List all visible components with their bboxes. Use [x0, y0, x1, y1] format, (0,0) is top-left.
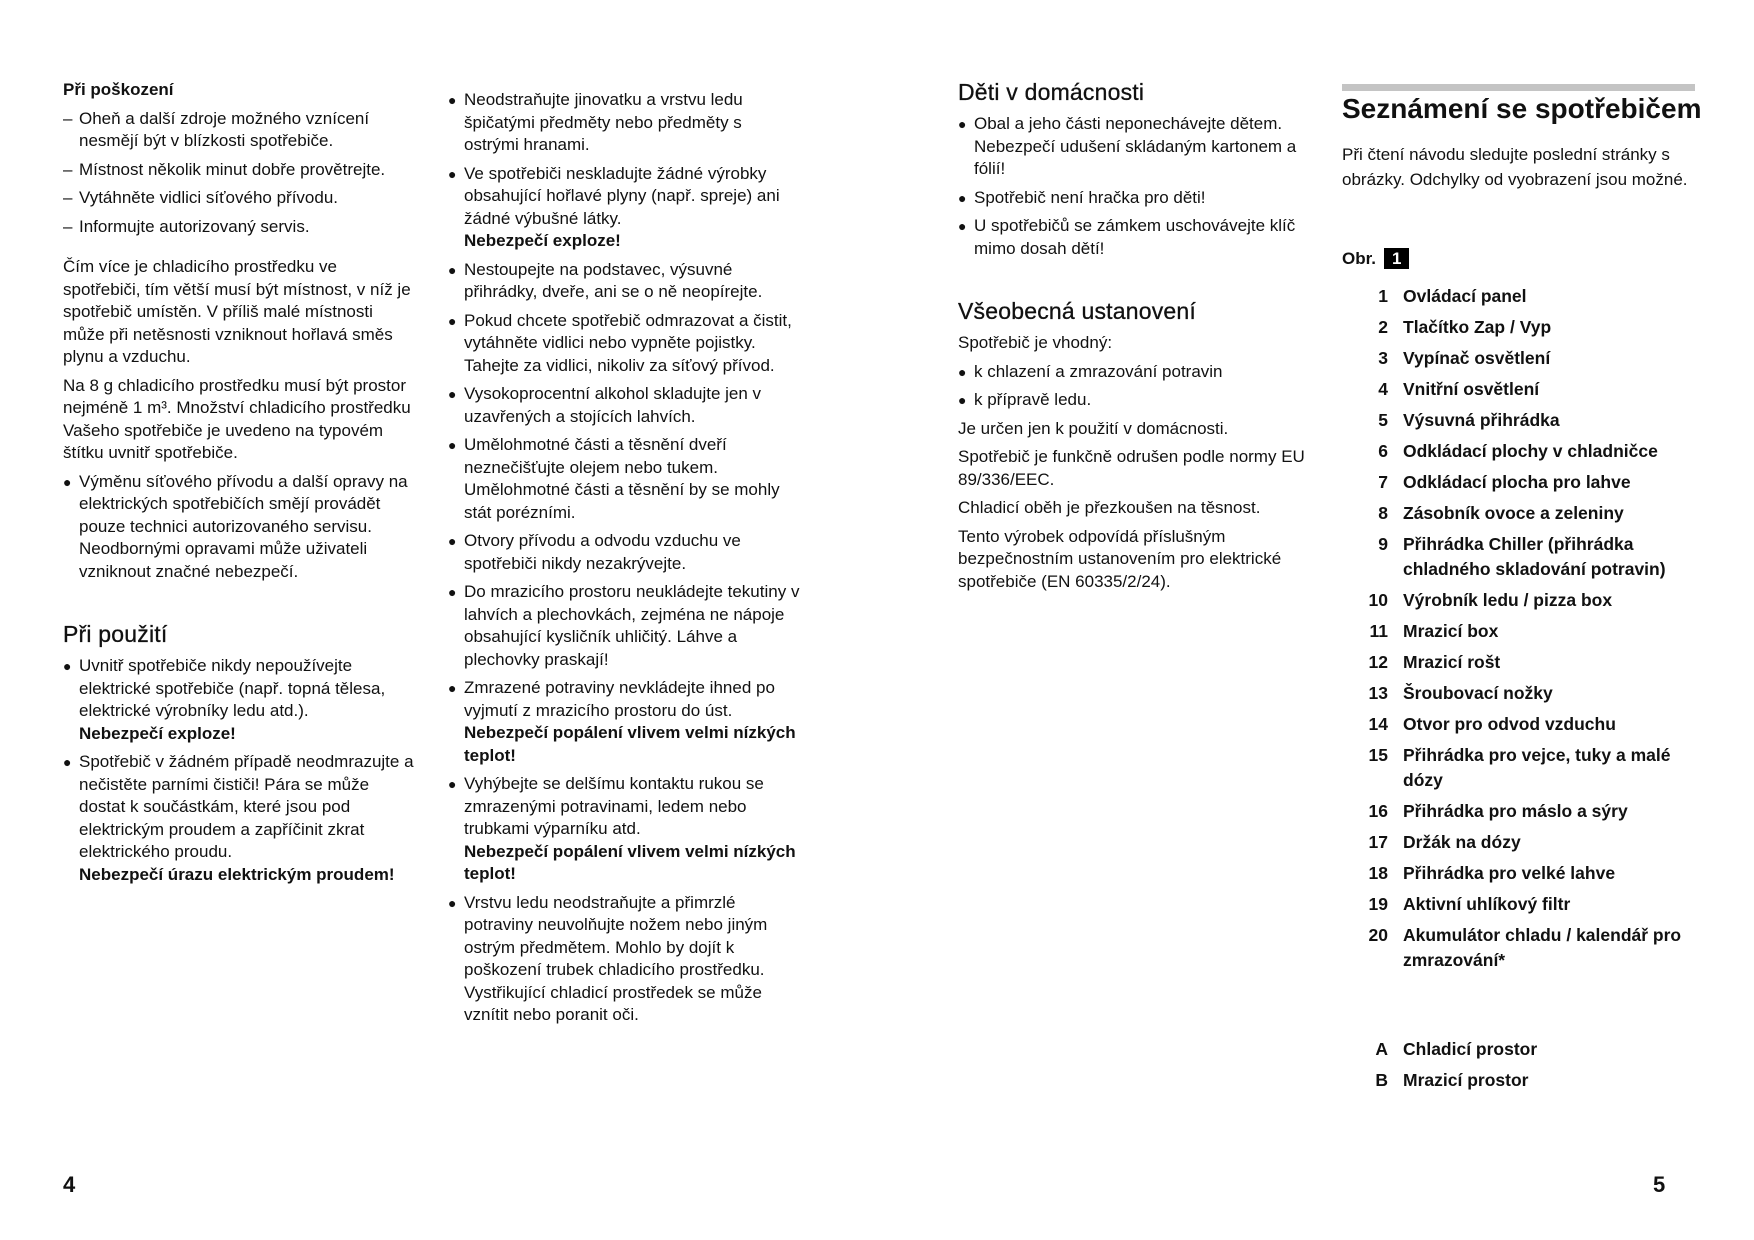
legend-item-number: 12 — [1368, 652, 1388, 672]
bullet-marker-icon: ● — [448, 680, 457, 696]
legend-item — [1342, 501, 1698, 526]
bullet-marker-icon: ● — [63, 754, 72, 770]
paragraph: Chladicí oběh je přezkoušen na těsnost. — [958, 498, 1261, 517]
paragraph: Spotřebič je vhodný: — [958, 333, 1113, 352]
warning-text: Nebezpečí exploze! — [79, 723, 236, 743]
legend-item — [1342, 861, 1698, 886]
legend-item — [1342, 892, 1698, 917]
bullet-marker-icon: ● — [63, 658, 72, 674]
legend-item-label: Šroubovací nožky — [1403, 683, 1553, 703]
legend-item-label: Vnitřní osvětlení — [1403, 379, 1540, 399]
bullet-marker-icon: ● — [448, 776, 457, 792]
list-item-text: Vytáhněte vidlici síťového přívodu. — [79, 188, 339, 207]
legend-item — [1342, 830, 1698, 855]
legend-item-number: A — [1375, 1039, 1388, 1059]
legend-item-label: Držák na dózy — [1403, 832, 1521, 852]
legend-item — [1342, 377, 1698, 402]
legend-item-label: Aktivní uhlíkový filtr — [1403, 894, 1571, 914]
legend-item — [1342, 619, 1698, 644]
bullet-list-item — [448, 892, 800, 1027]
list-item-text: Vrstvu ledu neodstraňujte a přimrzlé potraviny neuvolňujte nožem nebo jiným ostrým předmětem. Mohlo by dojít k poškození trubek chladicího prostředku. Vystřikující chladicí prostředek se může vznítit nebo poranit oči. — [464, 892, 768, 1024]
list-item-text: Do mrazicího prostoru neukládejte tekutiny v lahvích a plechovkách, zejména ne nápoje obsahující kysličník uhličitý. Láhve a plechovky praskají! — [464, 582, 800, 669]
dash-marker-icon: – — [63, 216, 73, 236]
legend-item-label: Přihrádka pro máslo a sýry — [1403, 801, 1628, 821]
section-heading: Všeobecná ustanovení — [958, 298, 1197, 324]
bullet-list-item — [958, 113, 1308, 181]
legend-item — [1342, 470, 1698, 495]
dash-list-item — [63, 159, 415, 182]
legend-item-label: Mrazicí box — [1403, 621, 1499, 641]
legend-item-label: Přihrádka Chiller (přihrádka chladného skladování potravin) — [1403, 534, 1666, 579]
list-item-text: Vysokoprocentní alkohol skladujte jen v uzavřených a stojících lahvích. — [464, 384, 762, 426]
bullet-list-item — [448, 677, 800, 767]
bullet-marker-icon: ● — [448, 386, 457, 402]
legend-item — [1342, 650, 1698, 675]
bullet-marker-icon: ● — [958, 392, 967, 408]
left-page-column-1 — [63, 79, 415, 886]
legend-item — [1342, 408, 1698, 433]
list-item-text: Ve spotřebiči neskladujte žádné výrobky obsahující hořlavé plyny (např. spreje) ani žádné výbušné látky. — [464, 163, 780, 228]
legend-item-label: Zásobník ovoce a zeleniny — [1403, 503, 1624, 523]
list-item-text: Pokud chcete spotřebič odmrazovat a čistit, vytáhněte vidlici nebo vypněte pojistky. Tahejte za vidlici, nikoliv za síťový přívod. — [464, 310, 792, 375]
legend-item-label: Akumulátor chladu / kalendář pro zmrazování* — [1403, 925, 1682, 970]
bullet-list-item — [448, 259, 800, 304]
bullet-list-item — [448, 581, 800, 671]
figure-label: Obr. — [1342, 249, 1377, 268]
bullet-marker-icon: ● — [63, 473, 72, 490]
bullet-list-item — [958, 361, 1308, 384]
list-item-text: Výměnu síťového přívodu a další opravy na elektrických spotřebičích smějí provádět pouze technici autorizovaného servisu. Neodbornými opravami může uživateli vzniknout značné nebezpečí. — [79, 471, 408, 581]
bullet-list-item — [448, 434, 800, 524]
list-item-text: Zmrazené potraviny nevkládejte ihned po vyjmutí z mrazicího prostoru do úst. — [464, 678, 775, 720]
legend-item-number: 11 — [1369, 621, 1388, 641]
legend-item-number: 1 — [1378, 286, 1388, 306]
section-heading: Děti v domácnosti — [958, 79, 1145, 105]
section-heading: Při poškození — [63, 80, 174, 99]
section-rule — [1342, 84, 1695, 91]
section-title: Seznámení se spotřebičem — [1342, 93, 1702, 124]
bullet-list-item — [63, 655, 415, 745]
bullet-marker-icon: ● — [448, 165, 457, 182]
bullet-marker-icon: ● — [448, 261, 457, 278]
bullet-marker-icon: ● — [448, 894, 457, 911]
legend-item-number: 6 — [1378, 441, 1388, 461]
bullet-list-item — [958, 215, 1308, 260]
right-page-column-1 — [958, 77, 1308, 593]
parts-list — [1342, 284, 1698, 979]
dash-list-item — [63, 187, 415, 210]
list-item-text: U spotřebičů se zámkem uschovávejte klíč mimo dosah dětí! — [974, 216, 1296, 258]
legend-item-label: Mrazicí rošt — [1403, 652, 1501, 672]
bullet-list-item — [448, 310, 800, 378]
legend-item-number: 13 — [1368, 683, 1388, 703]
list-item-text: Umělohmotné části a těsnění dveří neznečišťujte olejem nebo tukem. Umělohmotné části a těsnění by se mohly stát porézními. — [464, 435, 780, 522]
list-item-text: k přípravě ledu. — [974, 390, 1092, 409]
legend-item-number: 18 — [1368, 863, 1388, 883]
legend-item — [1342, 315, 1698, 340]
bullet-list-item — [448, 773, 800, 886]
dash-marker-icon: – — [63, 188, 73, 207]
bullet-marker-icon: ● — [448, 533, 457, 549]
bullet-list-item — [63, 471, 415, 584]
warning-text: Nebezpečí exploze! — [464, 231, 621, 250]
list-item-text: Spotřebič v žádném případě neodmrazujte a nečistěte parními čističi! Pára se může dostat k součástkám, které jsou pod elektrickým proudem a zapříčinit zkrat elektrického proudu. — [79, 752, 414, 861]
figure-number-badge: 1 — [1384, 248, 1409, 269]
legend-item-label: Výrobník ledu / pizza box — [1403, 590, 1613, 610]
list-item-text: Nestoupejte na podstavec, výsuvné přihrádky, dveře, ani se o ně neopírejte. — [464, 259, 763, 301]
legend-item-number: 15 — [1368, 745, 1388, 765]
legend-item — [1342, 681, 1698, 706]
legend-item — [1342, 1068, 1698, 1093]
legend-item-number: 14 — [1368, 714, 1388, 734]
legend-item-number: 4 — [1378, 379, 1388, 399]
legend-item-label: Vypínač osvětlení — [1403, 348, 1551, 368]
legend-item-number: 10 — [1368, 590, 1388, 610]
areas-list — [1342, 1037, 1698, 1099]
list-item-text: Vyhýbejte se delšímu kontaktu rukou se zmrazenými potravinami, ledem nebo trubkami výparníku atd. — [464, 774, 764, 838]
legend-item — [1342, 439, 1698, 464]
legend-item-number: 2 — [1378, 317, 1388, 337]
list-item-text: Místnost několik minut dobře provětrejte. — [79, 159, 386, 179]
list-item-text: Spotřebič není hračka pro děti! — [974, 187, 1206, 207]
legend-item — [1342, 923, 1698, 973]
legend-item-number: 17 — [1368, 832, 1388, 852]
legend-item — [1342, 712, 1698, 737]
legend-item-label: Ovládací panel — [1403, 286, 1527, 306]
legend-item-label: Chladicí prostor — [1403, 1039, 1538, 1059]
dash-list-item — [63, 216, 415, 239]
bullet-list-item — [958, 389, 1308, 412]
bullet-marker-icon: ● — [448, 92, 457, 108]
list-item-text: Oheň a další zdroje možného vznícení nesmějí být v blízkosti spotřebiče. — [79, 108, 370, 150]
list-item-text: Uvnitř spotřebiče nikdy nepoužívejte elektrické spotřebiče (např. topná tělesa, elektrické výrobníky ledu atd.). — [79, 656, 386, 720]
bullet-marker-icon: ● — [958, 363, 967, 380]
legend-item — [1342, 284, 1698, 309]
bullet-list-item — [448, 163, 800, 253]
left-page-column-2 — [448, 89, 800, 1027]
legend-item-number: 5 — [1378, 410, 1388, 430]
dash-marker-icon: – — [63, 108, 73, 128]
legend-item-number: 7 — [1378, 472, 1388, 492]
dash-list-item — [63, 108, 415, 153]
paragraph: Na 8 g chladicího prostředku musí být prostor nejméně 1 m³. Množství chladicího prostředku Vašeho spotřebiče je uvedeno na typovém štítku uvnitř spotřebiče. — [63, 375, 411, 462]
legend-item — [1342, 1037, 1698, 1062]
bullet-list-item — [448, 89, 800, 157]
legend-item — [1342, 588, 1698, 613]
paragraph: Tento výrobek odpovídá příslušným bezpečnostním ustanovením pro elektrické spotřebiče (EN 60335/2/24). — [958, 526, 1282, 591]
list-item-text: k chlazení a zmrazování potravin — [974, 361, 1223, 381]
bullet-marker-icon: ● — [958, 189, 967, 206]
figure-reference — [1342, 247, 1409, 271]
warning-text: Nebezpečí popálení vlivem velmi nízkých teplot! — [464, 723, 796, 765]
warning-text: Nebezpečí úrazu elektrickým proudem! — [79, 864, 395, 884]
dash-marker-icon: – — [63, 159, 73, 179]
bullet-list-item — [448, 383, 800, 428]
warning-text: Nebezpečí popálení vlivem velmi nízkých teplot! — [464, 841, 796, 883]
legend-item-number: 3 — [1378, 348, 1388, 368]
legend-item-label: Výsuvná přihrádka — [1403, 410, 1560, 430]
paragraph: Je určen jen k použití v domácnosti. — [958, 418, 1229, 438]
page-number-left: 4 — [63, 1172, 76, 1197]
section-intro: Při čtení návodu sledujte poslední stránky s obrázky. Odchylky od vyobrazení jsou možné. — [1342, 145, 1688, 189]
section-heading: Při použití — [63, 621, 168, 647]
list-item-text: Otvory přívodu a odvodu vzduchu ve spotřebiči nikdy nezakrývejte. — [464, 531, 741, 573]
legend-item — [1342, 743, 1698, 793]
legend-item-label: Tlačítko Zap / Vyp — [1403, 317, 1552, 337]
page-number-right: 5 — [1653, 1172, 1666, 1197]
legend-item-label: Přihrádka pro vejce, tuky a malé dózy — [1403, 745, 1671, 790]
bullet-marker-icon: ● — [958, 116, 967, 132]
legend-item — [1342, 346, 1698, 371]
legend-item-label: Přihrádka pro velké lahve — [1403, 863, 1616, 883]
bullet-list-item — [958, 187, 1308, 210]
legend-item-number: 20 — [1368, 925, 1388, 945]
legend-item-number: 16 — [1368, 801, 1388, 821]
bullet-list-item — [63, 751, 415, 886]
bullet-marker-icon: ● — [448, 312, 457, 329]
list-item-text: Neodstraňujte jinovatku a vrstvu ledu špičatými předměty nebo předměty s ostrými hranami. — [464, 90, 743, 154]
legend-item-number: B — [1375, 1070, 1388, 1090]
legend-item-label: Odkládací plocha pro lahve — [1403, 472, 1631, 492]
bullet-marker-icon: ● — [448, 437, 457, 453]
legend-item-label: Mrazicí prostor — [1403, 1070, 1529, 1090]
list-item-text: Informujte autorizovaný servis. — [79, 216, 310, 236]
legend-item-number: 9 — [1378, 534, 1388, 554]
legend-item — [1342, 532, 1698, 582]
bullet-marker-icon: ● — [958, 218, 967, 234]
legend-item-label: Otvor pro odvod vzduchu — [1403, 714, 1616, 734]
legend-item — [1342, 799, 1698, 824]
bullet-marker-icon: ● — [448, 584, 457, 600]
list-item-text: Obal a jeho části neponechávejte dětem. Nebezpečí udušení skládaným kartonem a fólií! — [974, 114, 1297, 178]
paragraph: Spotřebič je funkčně odrušen podle normy EU 89/336/EEC. — [958, 447, 1305, 489]
paragraph: Čím více je chladicího prostředku ve spotřebiči, tím větší musí být místnost, v níž je spotřebič umístěn. V příliš malé místnosti může při netěsnosti vzniknout hořlavá směs plynu a vzduchu. — [63, 257, 411, 366]
legend-item-number: 19 — [1368, 894, 1388, 914]
legend-item-label: Odkládací plochy v chladničce — [1403, 441, 1658, 461]
legend-item-number: 8 — [1378, 503, 1388, 523]
bullet-list-item — [448, 530, 800, 575]
